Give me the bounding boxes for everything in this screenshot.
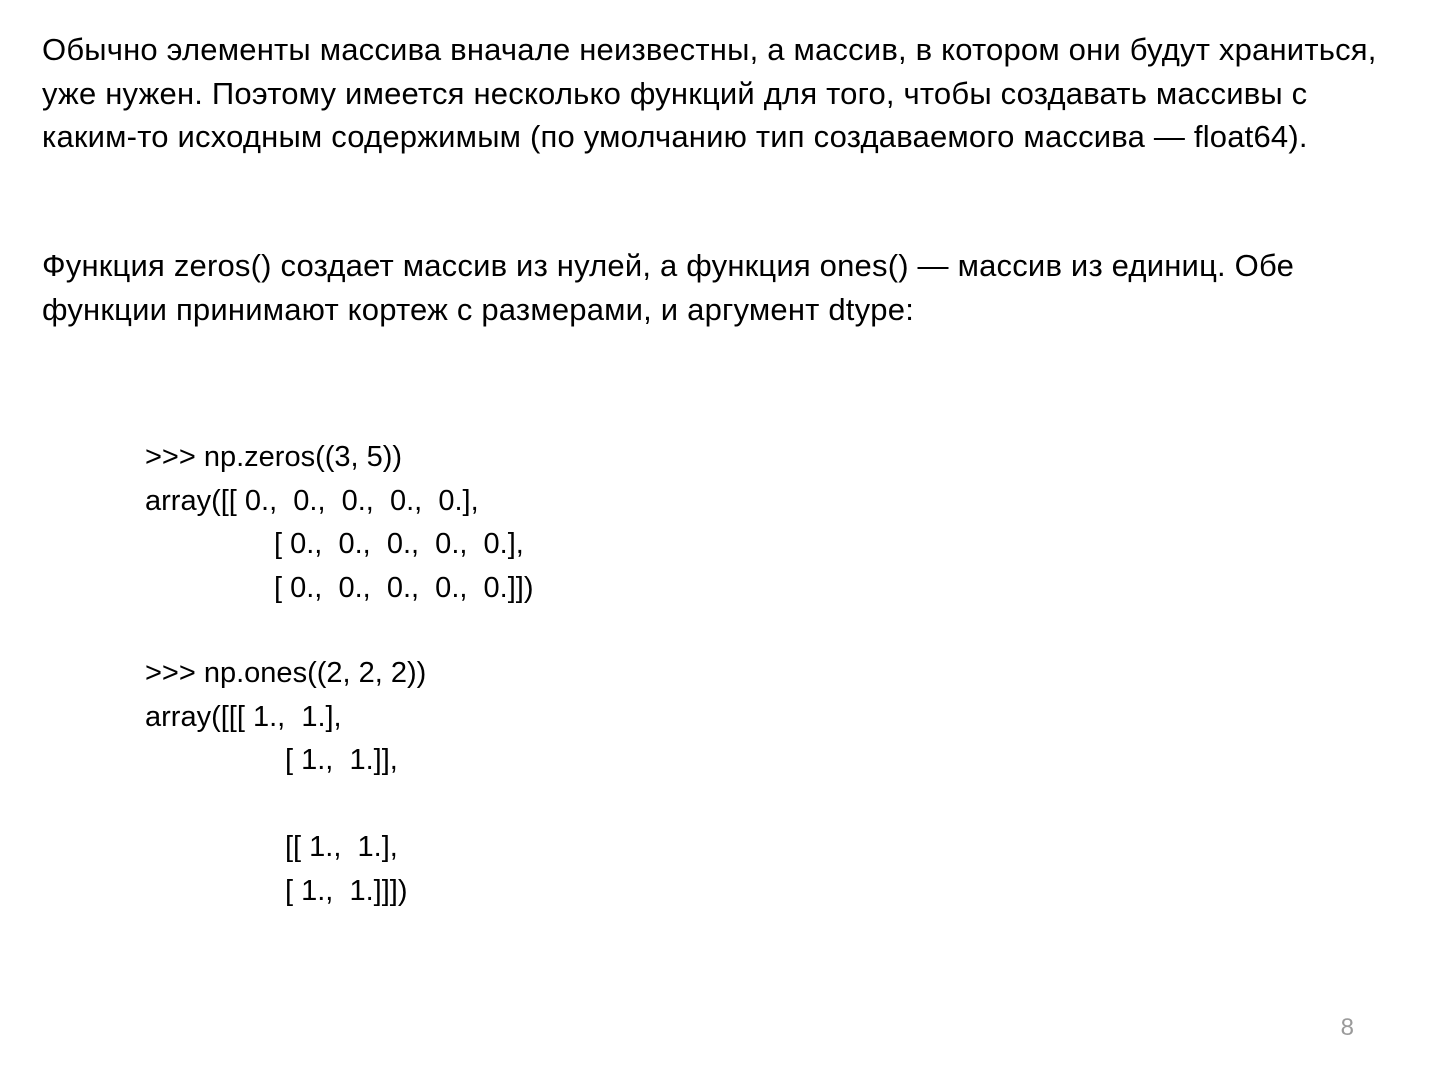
functions-paragraph: Функция zeros() создает массив из нулей, а функция ones() — массив из единиц. Обе функции принимают кортеж с размерами, и аргумент dtype: bbox=[42, 248, 1295, 327]
ones-output-line: [ 1., 1.]], bbox=[285, 744, 398, 776]
page-number: 8 bbox=[1340, 1014, 1354, 1041]
zeros-code-example bbox=[145, 436, 534, 610]
intro-paragraph: Обычно элементы массива вначале неизвестны, а массив, в котором они будут храниться, уже нужен. Поэтому имеется несколько функций для того, чтобы создавать массивы с каким-то исходным содержимым (по умолчанию тип создаваемого массива — float64). bbox=[42, 32, 1377, 154]
ones-code-example bbox=[145, 652, 426, 913]
ones-blank-line bbox=[145, 783, 426, 827]
zeros-output-line: [ 0., 0., 0., 0., 0.]]) bbox=[274, 571, 534, 604]
ones-command-line: >>> np.ones((2, 2, 2)) bbox=[145, 657, 427, 689]
ones-output-line: array([[[ 1., 1.], bbox=[145, 700, 342, 733]
ones-output-line: [[ 1., 1.], bbox=[285, 831, 398, 863]
zeros-output-line: [ 0., 0., 0., 0., 0.], bbox=[274, 528, 524, 560]
zeros-output-line: array([[ 0., 0., 0., 0., 0.], bbox=[145, 484, 479, 517]
zeros-command-line: >>> np.zeros((3, 5)) bbox=[145, 441, 403, 473]
ones-output-line: [ 1., 1.]]]) bbox=[285, 874, 408, 907]
